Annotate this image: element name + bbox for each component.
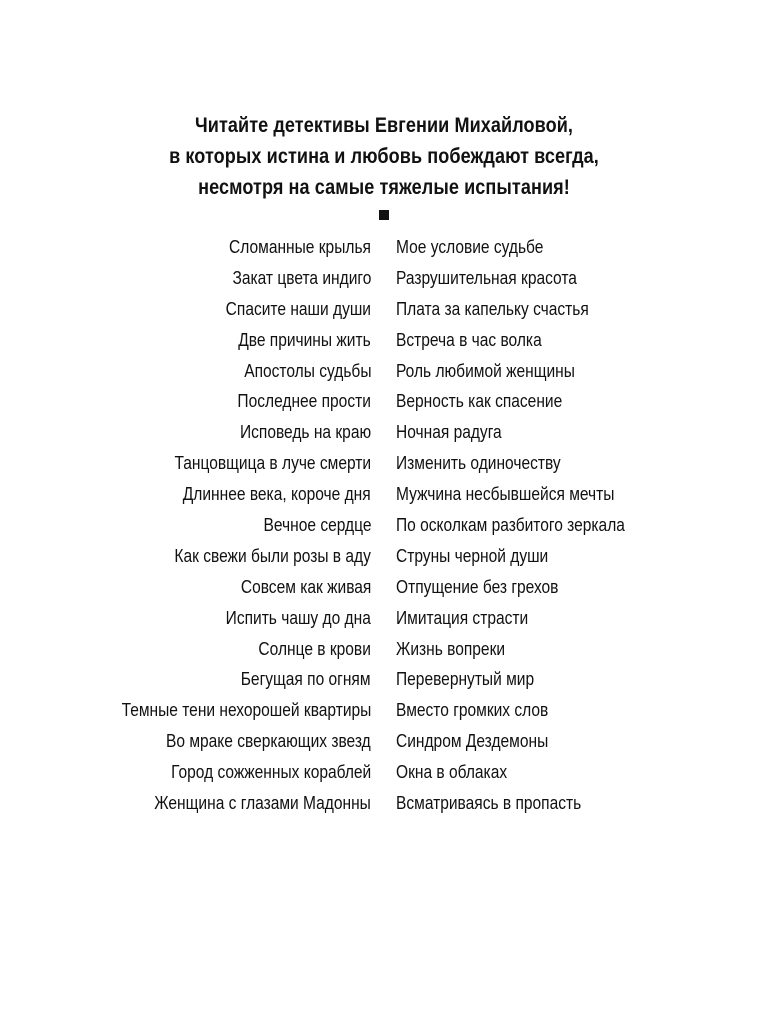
book-title-right: Разрушительная красота [396, 266, 577, 288]
book-title-left: Вечное сердце [263, 514, 371, 536]
heading-line: несмотря на самые тяжелые испытания! [198, 176, 570, 199]
book-title-left: Бегущая по огням [241, 668, 371, 690]
book-title-left: Во мраке сверкающих звезд [166, 730, 371, 752]
list-item [0, 417, 768, 448]
book-title-right: Всматриваясь в пропасть [396, 792, 582, 814]
square-bullet-icon [379, 210, 389, 220]
list-item [0, 757, 768, 788]
list-item [0, 386, 768, 417]
book-title-right: Имитация страсти [396, 606, 529, 628]
book-title-left: Как свежи были розы в аду [174, 544, 371, 566]
book-title-left: Темные тени нехорошей квартиры [121, 699, 371, 721]
book-title-right: Мое условие судьбе [396, 236, 544, 257]
list-item [0, 664, 768, 695]
page-heading [54, 110, 714, 203]
book-title-left: Город сожженных кораблей [170, 761, 371, 783]
list-item [0, 232, 768, 263]
book-title-right: Встреча в час волка [396, 328, 542, 350]
book-title-right: Плата за капельку счастья [396, 297, 589, 319]
book-title-right: По осколкам разбитого зеркала [396, 514, 625, 536]
book-title-right: Верность как спасение [396, 390, 563, 412]
list-item [0, 510, 768, 541]
book-title-left: Две причины жить [238, 328, 371, 350]
book-title-left: Апостолы судьбы [243, 359, 371, 381]
book-title-left: Солнце в крови [258, 637, 371, 659]
list-item [0, 726, 768, 757]
book-title-left: Исповедь на краю [239, 421, 371, 443]
book-title-right: Изменить одиночеству [396, 452, 561, 474]
book-title-left: Закат цвета индиго [232, 266, 371, 288]
book-title-left: Совсем как живая [240, 575, 371, 597]
list-item [0, 479, 768, 510]
list-item [0, 788, 768, 819]
list-item [0, 541, 768, 572]
book-title-left: Сломанные крылья [229, 236, 371, 257]
book-title-right: Струны черной души [396, 544, 549, 566]
book-title-list [0, 232, 768, 819]
list-item [0, 695, 768, 726]
list-item [0, 356, 768, 387]
heading-line: Читайте детективы Евгении Михайловой, [194, 114, 574, 137]
book-title-right: Роль любимой женщины [396, 359, 575, 381]
book-title-right: Жизнь вопреки [396, 637, 506, 659]
book-title-right: Перевернутый мир [396, 668, 535, 690]
book-title-left: Испить чашу до дна [225, 606, 371, 628]
book-title-left: Танцовщица в луче смерти [174, 452, 371, 474]
list-item [0, 634, 768, 665]
book-title-right: Синдром Дездемоны [396, 730, 549, 752]
book-title-left: Женщина с глазами Мадонны [154, 792, 371, 814]
list-item [0, 572, 768, 603]
list-item [0, 603, 768, 634]
list-item [0, 325, 768, 356]
book-title-right: Мужчина несбывшейся мечты [396, 483, 615, 505]
book-title-right: Окна в облаках [396, 761, 508, 783]
list-item [0, 294, 768, 325]
list-item [0, 263, 768, 294]
book-title-right: Вместо громких слов [396, 699, 549, 721]
book-title-left: Длиннее века, короче дня [183, 483, 371, 505]
book-title-right: Отпущение без грехов [396, 575, 559, 597]
book-title-right: Ночная радуга [396, 421, 502, 443]
book-title-left: Спасите наши души [225, 297, 371, 319]
book-title-left: Последнее прости [237, 390, 371, 412]
list-item [0, 448, 768, 479]
heading-line: в которых истина и любовь побеждают всегда, [169, 145, 599, 168]
